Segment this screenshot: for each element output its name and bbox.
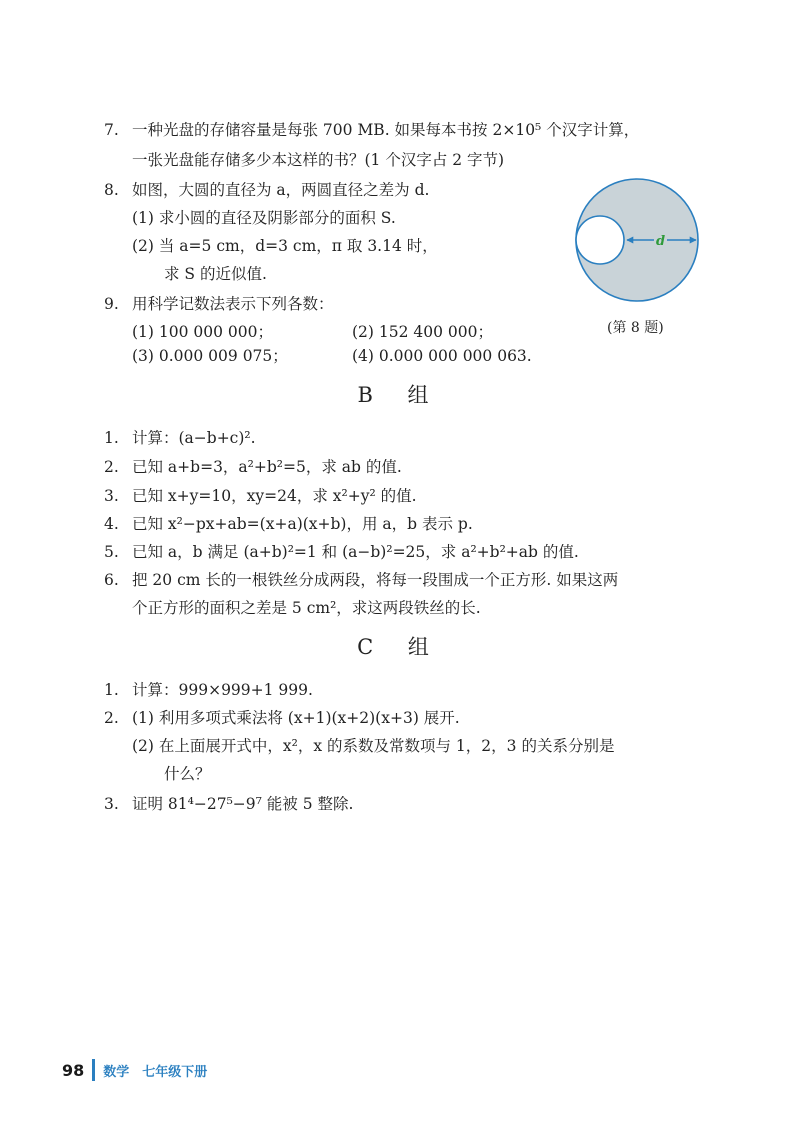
question-number: 9.: [104, 295, 119, 313]
figure-caption: (第 8 题): [607, 320, 664, 336]
question-number: 3.: [104, 795, 119, 813]
small-circle: [576, 216, 624, 264]
question-number: 7.: [104, 121, 119, 139]
circles-figure: [572, 175, 702, 305]
question-8-part2: (2) 当 a=5 cm，d=3 cm，π 取 3.14 时，: [132, 237, 438, 255]
question-text: 如图，大圆的直径为 a，两圆直径之差为 d.: [132, 181, 430, 199]
b-question-2: [104, 455, 402, 479]
question-number: 5.: [104, 543, 119, 561]
question-text: 一种光盘的存储容量是每张 700 MB. 如果每本书按 2×10⁵ 个汉字计算，: [132, 121, 640, 139]
question-number: 2.: [104, 458, 119, 476]
footer-divider: [92, 1059, 95, 1081]
section-c-title: C 组: [357, 635, 443, 659]
question-text: 计算：999×999+1 999.: [132, 681, 313, 699]
question-text: 已知 a+b=3，a²+b²=5，求 ab 的值.: [132, 458, 402, 476]
section-b-title: B 组: [357, 383, 443, 407]
b-question-3: [104, 484, 417, 508]
question-number: 2.: [104, 709, 119, 727]
question-number: 1.: [104, 429, 119, 447]
c-question-2-part2: (2) 在上面展开式中，x²，x 的系数及常数项与 1，2，3 的关系分别是: [132, 737, 615, 755]
page-number: 98: [62, 1060, 85, 1080]
question-number: 4.: [104, 515, 119, 533]
question-number: 6.: [104, 571, 119, 589]
question-text: 计算：(a−b+c)².: [132, 429, 256, 447]
question-text: (1) 利用多项式乘法将 (x+1)(x+2)(x+3) 展开.: [132, 709, 460, 727]
question-text: 已知 x+y=10，xy=24，求 x²+y² 的值.: [132, 487, 417, 505]
b-question-6: [104, 568, 618, 592]
question-7-line2: 一张光盘能存储多少本这样的书？(1 个汉字占 2 字节): [132, 151, 505, 169]
b-question-4: [104, 512, 473, 536]
question-number: 8.: [104, 181, 119, 199]
question-text: 已知 a，b 满足 (a+b)²=1 和 (a−b)²=25，求 a²+b²+ab 的值.: [132, 543, 579, 561]
question-8: [104, 178, 429, 202]
c-question-2-part2b: 什么？: [164, 765, 211, 783]
question-number: 1.: [104, 681, 119, 699]
question-number: 3.: [104, 487, 119, 505]
question-text: 证明 81⁴−27⁵−9⁷ 能被 5 整除.: [132, 795, 354, 813]
q9-item-4: (4) 0.000 000 000 063.: [352, 347, 532, 365]
d-label: d: [655, 234, 666, 249]
q9-item-1: (1) 100 000 000；: [132, 323, 273, 341]
question-text: 用科学记数法表示下列各数：: [132, 295, 334, 313]
book-title: 数学 七年级下册: [103, 1064, 208, 1080]
q9-item-2: (2) 152 400 000；: [352, 323, 493, 341]
question-text: 把 20 cm 长的一根铁丝分成两段，将每一段围成一个正方形. 如果这两: [132, 571, 619, 589]
question-8-part2b: 求 S 的近似值.: [164, 265, 267, 283]
c-question-2: [104, 706, 460, 730]
b-question-5: [104, 540, 579, 564]
c-question-1: [104, 678, 313, 702]
b-question-6-line2: 个正方形的面积之差是 5 cm²，求这两段铁丝的长.: [132, 599, 481, 617]
c-question-3: [104, 792, 353, 816]
question-text: 已知 x²−px+ab=(x+a)(x+b)，用 a，b 表示 p.: [132, 515, 473, 533]
page-footer: [62, 1057, 207, 1083]
question-7: [104, 118, 639, 142]
question-8-part1: (1) 求小圆的直径及阴影部分的面积 S.: [132, 209, 396, 227]
q9-item-3: (3) 0.000 009 075；: [132, 347, 288, 365]
question-9: [104, 292, 334, 316]
b-question-1: [104, 426, 256, 450]
